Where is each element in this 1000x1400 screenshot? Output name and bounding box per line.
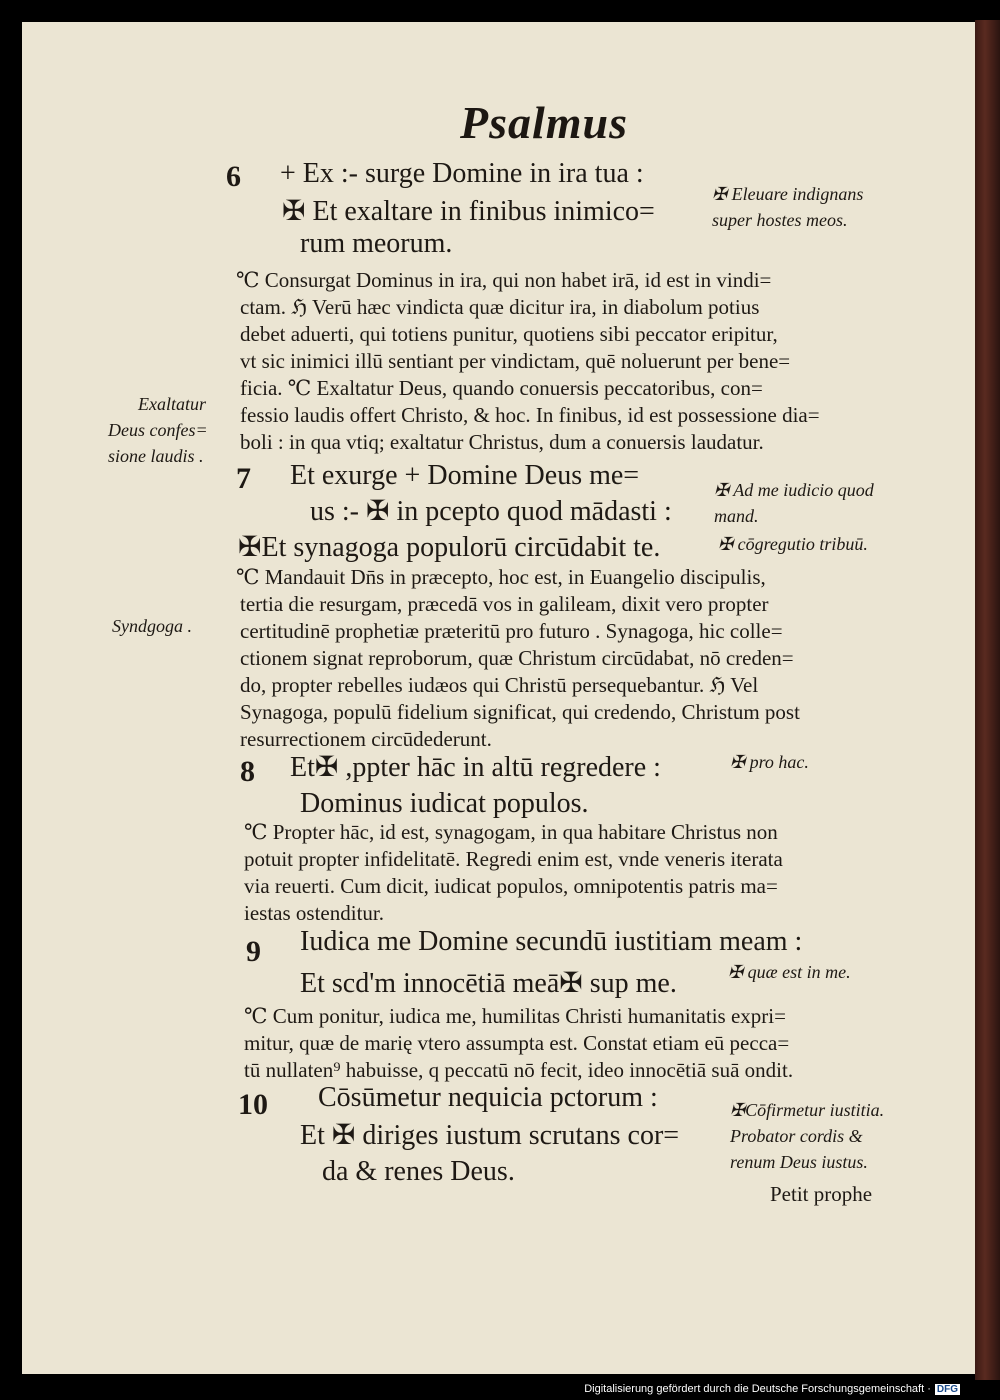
commentary-line: boli : in qua vtiq; exaltatur Christus, dum a conuersis laudatur. (240, 430, 764, 454)
commentary-line: Synagoga, populū fidelium significat, qui credendo, Christum post (240, 700, 800, 724)
commentary-line: iestas ostenditur. (244, 901, 384, 925)
verse-line: + Ex :- surge Domine in ira tua : (280, 158, 644, 189)
digitization-footer (584, 1383, 960, 1395)
commentary-line: resurrectionem circūdederunt. (240, 727, 492, 751)
verse-line: Et exurge + Domine Deus me= (290, 460, 640, 491)
margin-note: Syndgoga . (112, 616, 192, 636)
margin-note: Exaltatur (138, 394, 206, 414)
verse-line: Dominus iudicat populos. (300, 788, 589, 819)
commentary-line: ℃ Mandauit Dn̄s in præcepto, hoc est, in Euangelio discipulis, (236, 565, 766, 589)
gloss-line: ✠ pro hac. (730, 752, 809, 772)
dfg-logo: DFG (936, 1383, 958, 1395)
verse-line: ✠ Et exaltare in finibus inimico= (282, 196, 655, 227)
commentary-line: ℃ Propter hāc, id est, synagogam, in qua habitare Christus non (244, 820, 778, 844)
gloss-line: ✠Cōfirmetur iustitia. (730, 1100, 885, 1120)
commentary-line: ficia. ℃ Exaltatur Deus, quando conuersis peccatoribus, con= (240, 376, 763, 400)
commentary-line: do, propter rebelles iudæos qui Christū persequebantur. ℌ Vel (240, 673, 759, 697)
verse-line: Et✠ ,ppter hāc in altū regredere : (290, 752, 661, 783)
commentary-line: potuit propter infidelitatē. Regredi enim est, vnde veneris iterata (244, 847, 783, 871)
verse-number: 8 (240, 755, 255, 788)
commentary-line: vt sic inimici illū sentiant per vindictam, quē noluerunt per bene= (240, 349, 791, 373)
verse-number: 9 (246, 935, 261, 968)
verse-line: Cōsūmetur nequicia pctorum : (318, 1082, 658, 1113)
gloss-line: mand. (714, 506, 759, 526)
gloss-line: ✠ Ad me iudicio quod (714, 480, 874, 500)
gloss-line: super hostes meos. (712, 210, 848, 230)
commentary-line: tū nullaten⁹ habuisse, q peccatū nō fecit, ideo innocētiā suā ondit. (244, 1058, 794, 1082)
gloss-line: renum Deus iustus. (730, 1152, 868, 1172)
gloss-line: ✠ quæ est in me. (728, 962, 851, 982)
commentary-line: ctionem signat reproborum, quæ Christum circūdabat, nō creden= (240, 646, 794, 670)
commentary-line: fessio laudis offert Christo, & hoc. In finibus, id est possessione dia= (240, 403, 820, 427)
verse-line: ✠Et synagoga populorū circūdabit te. (238, 532, 661, 563)
verse-line: Et ✠ diriges iustum scrutans cor= (300, 1120, 680, 1151)
verse-line: Iudica me Domine secundū iustitiam meam : (300, 926, 803, 957)
commentary-line: ℃ Cum ponitur, iudica me, humilitas Christi humanitatis expri= (244, 1004, 786, 1028)
commentary-line: debet aduerti, qui totiens punitur, quotiens sibi peccator eripitur, (240, 322, 778, 346)
verse-number: 6 (226, 160, 241, 193)
footer-text: Digitalisierung gefördert durch die Deutsche Forschungsgemeinschaft · (584, 1383, 931, 1395)
commentary-line: mitur, quæ de marię vtero assumpta est. Constat etiam eū pecca= (244, 1031, 790, 1055)
book-binding-edge (975, 20, 1000, 1380)
verse-line: da & renes Deus. (322, 1156, 515, 1187)
verse-line: Et scd'm innocētiā meā✠ sup me. (300, 968, 677, 999)
commentary-line: tertia die resurgam, præcedā vos in galileam, dixit vero propter (240, 592, 769, 616)
gloss-line: ✠ Eleuare indignans (712, 184, 864, 204)
commentary-line: certitudinē prophetiæ præteritū pro futuro . Synagoga, hic colle= (240, 619, 783, 643)
margin-note: Deus confes= (108, 420, 208, 440)
commentary-line: ℃ Consurgat Dominus in ira, qui non habet irā, id est in vindi= (236, 268, 772, 292)
verse-line: us :- ✠ in pcepto quod mādasti : (310, 496, 672, 527)
verse-number: 10 (238, 1088, 268, 1121)
verse-line: rum meorum. (300, 228, 453, 259)
commentary-line: via reuerti. Cum dicit, iudicat populos, omnipotentis patris ma= (244, 874, 778, 898)
gloss-line: ✠ cōgregutio tribuū. (718, 534, 868, 554)
commentary-line: ctam. ℌ Verū hæc vindicta quæ dicitur ira, in diabolum potius (240, 295, 760, 319)
gloss-line: Probator cordis & (730, 1126, 863, 1146)
margin-note: sione laudis . (108, 446, 204, 466)
verse-number: 7 (236, 462, 251, 495)
catchword: Petit prophe (770, 1182, 873, 1206)
running-head: Psalmus (460, 97, 629, 148)
